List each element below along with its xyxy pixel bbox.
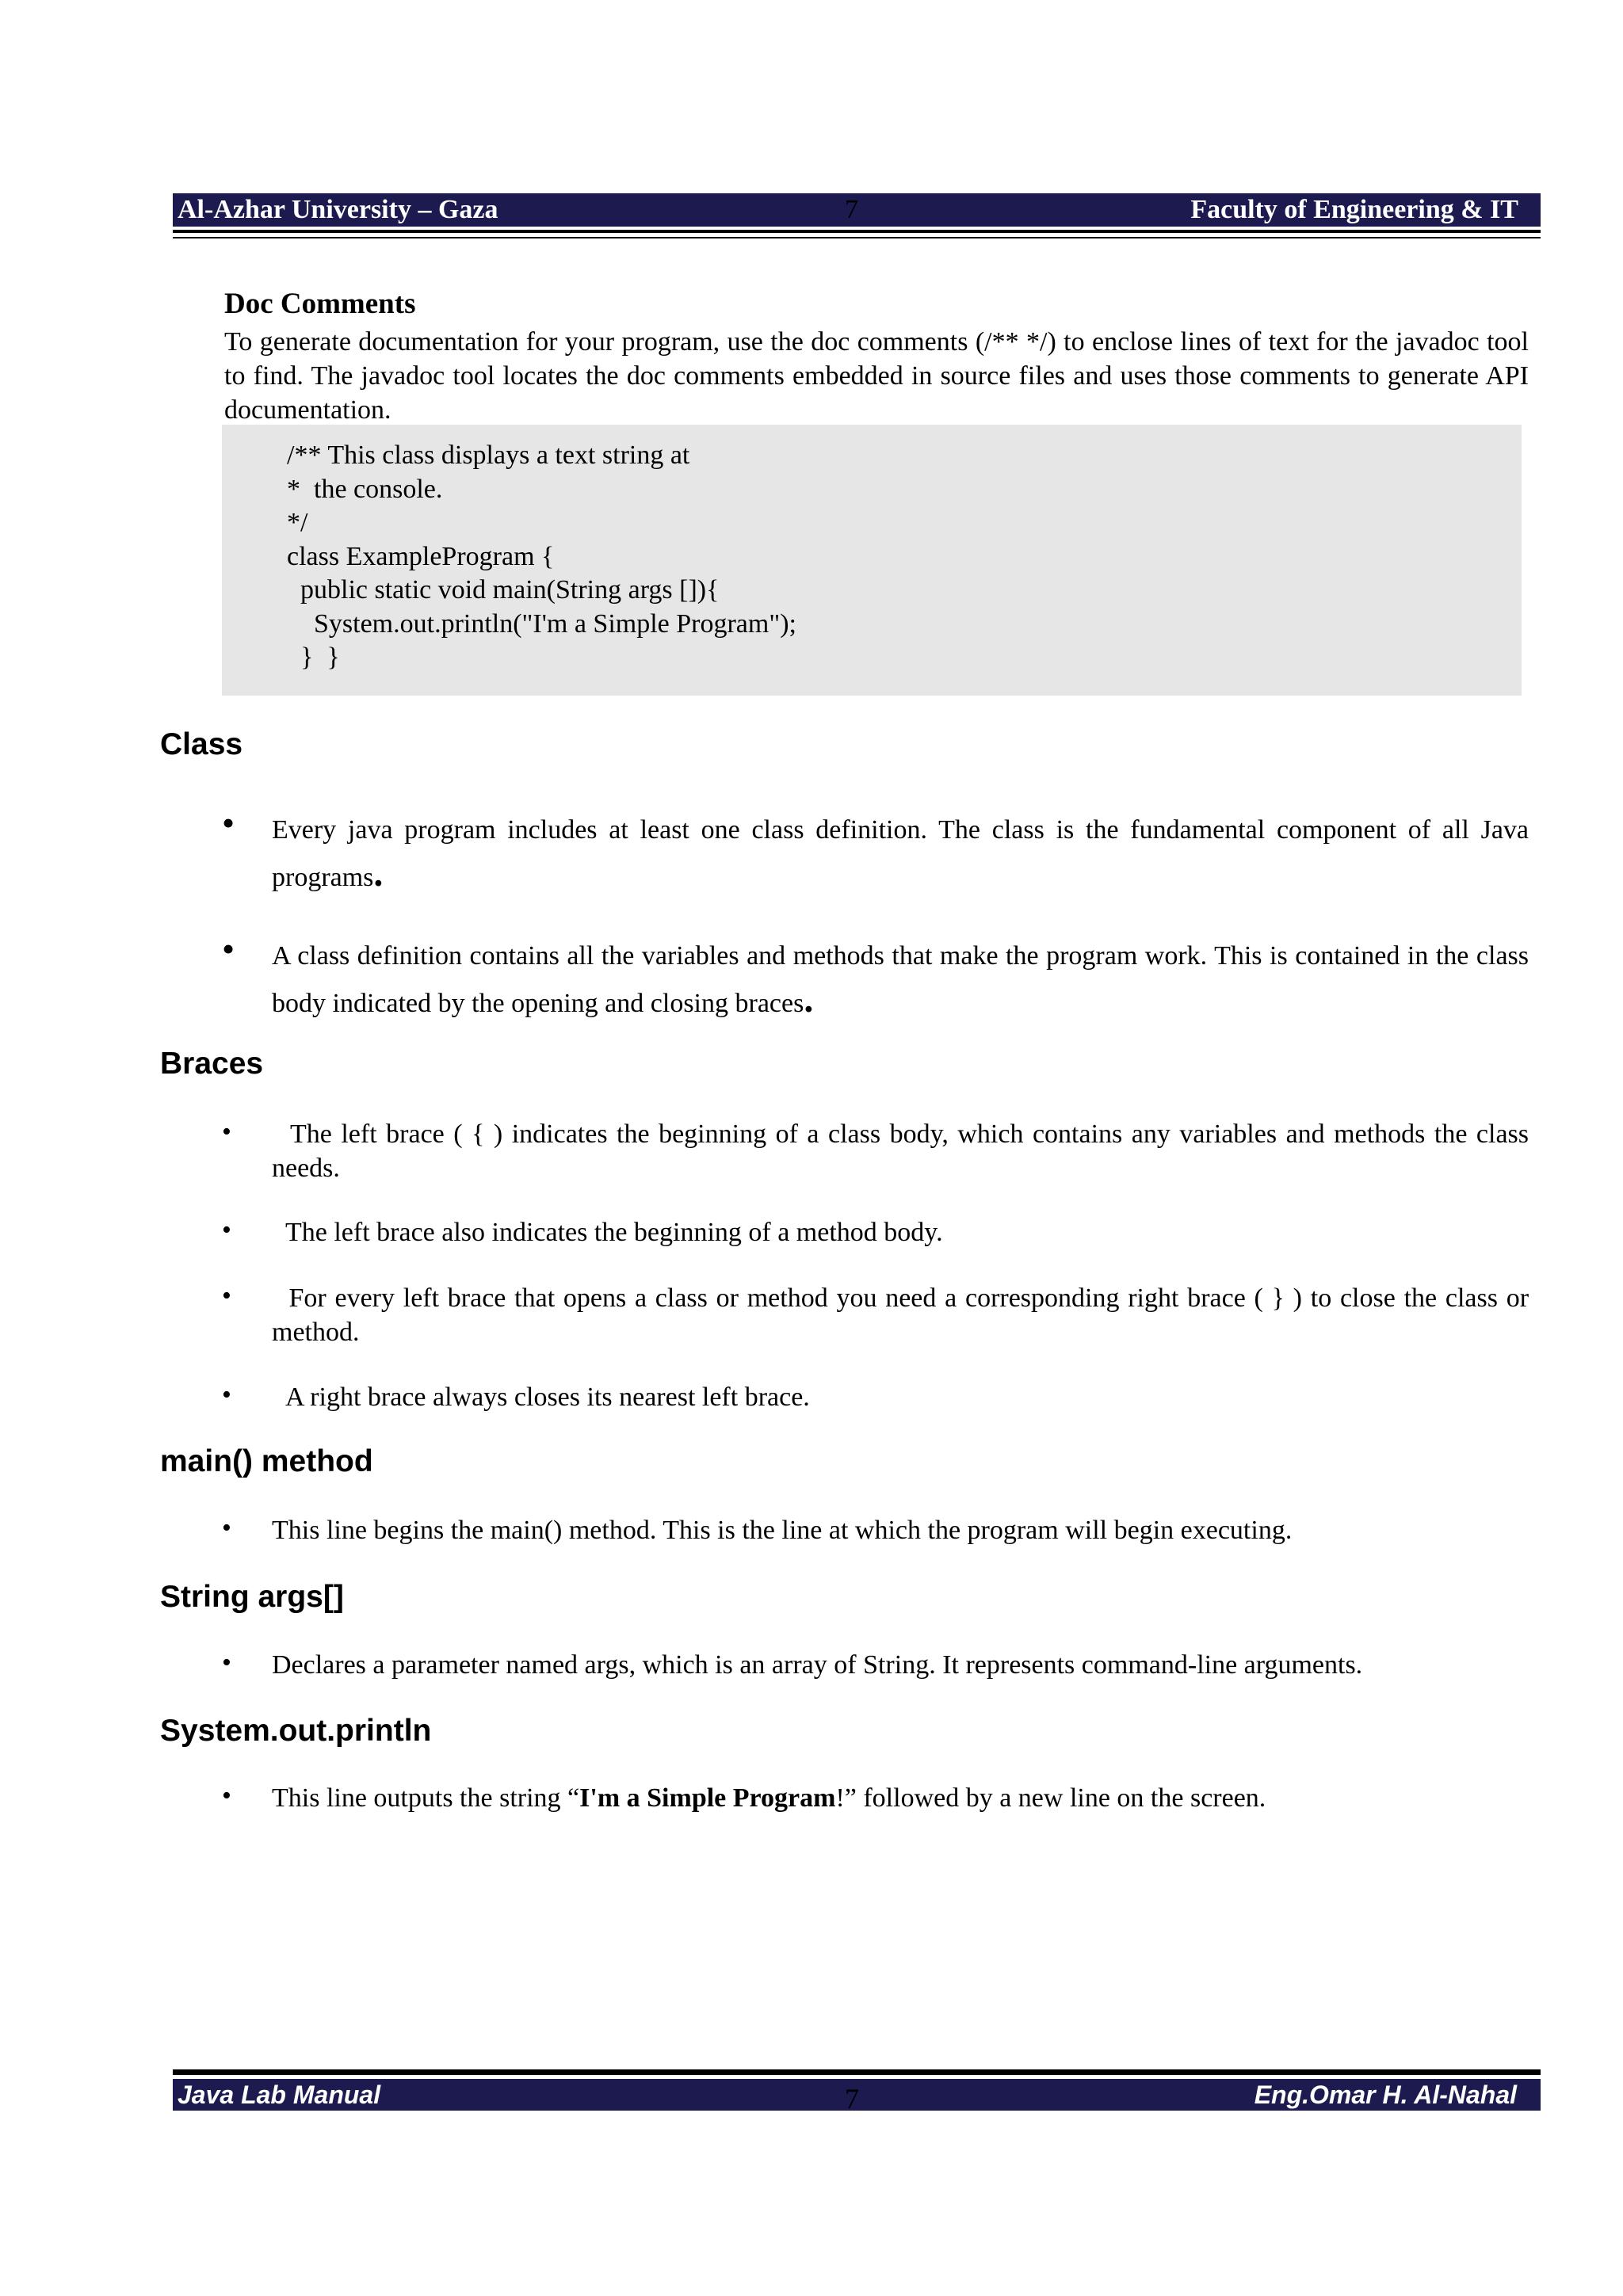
bullet-marker: • [222, 803, 235, 843]
braces-bullet-1: The left brace ( { ) indicates the beginning of a class body, which contains any variables and methods the class needs. [272, 1119, 1536, 1183]
doc-comments-paragraph: To generate documentation for your program, use the doc comments (/** */) to enclose lines of text for the javadoc tool to find. The javadoc tool locates the doc comments embedded in source files and uses those comments to generate API documentation. [224, 327, 1529, 425]
footer-author: Eng.Omar H. Al-Nahal [1254, 2081, 1517, 2109]
header-faculty: Faculty of Engineering & IT [1190, 195, 1518, 224]
page-footer [173, 2079, 1541, 2115]
println-heading: System.out.println [160, 1714, 432, 1748]
code-line: * the console. [287, 474, 443, 504]
code-line: } } [287, 643, 340, 672]
code-line: System.out.println("I'm a Simple Program"); [287, 608, 796, 639]
braces-heading: Braces [160, 1047, 264, 1081]
header-university: Al-Azhar University – Gaza [178, 195, 498, 224]
class-bullet-2-text: A class definition contains all the variables and methods that make the program work. This is contained in the class body indicated by the opening and closing braces [272, 941, 1529, 1018]
code-text [287, 439, 796, 675]
code-block [222, 425, 1522, 696]
bullet-marker: • [222, 1117, 231, 1146]
bullet-marker: • [222, 1513, 231, 1543]
string-args-heading: String args[] [160, 1580, 344, 1614]
header-rule-thin [173, 237, 1541, 238]
code-line: */ [287, 508, 308, 537]
braces-bullet-2: The left brace also indicates the beginning of a method body. [272, 1218, 943, 1247]
main-method-bullet: This line begins the main() method. This is the line at which the program will begin executing. [272, 1516, 1293, 1545]
code-line: class ExampleProgram { [287, 541, 555, 571]
bullet-marker: • [222, 1648, 231, 1677]
class-bullet-2 [272, 933, 1529, 1028]
bullet-marker: • [222, 1380, 231, 1409]
println-text-bold: I'm a Simple Program [579, 1783, 836, 1813]
class-bullet-1 [272, 807, 1529, 902]
braces-bullet-3: For every left brace that opens a class or method you need a corresponding right brace ( } ) to close the class or method. [272, 1283, 1536, 1347]
code-line: /** This class displays a text string at [287, 441, 690, 470]
bullet-marker: • [222, 929, 235, 969]
bullet-marker: • [222, 1781, 231, 1810]
footer-manual-title: Java Lab Manual [178, 2081, 381, 2109]
println-text-after: !” followed by a new line on the screen. [835, 1783, 1266, 1813]
footer-page-number: 7 [845, 2083, 859, 2115]
println-bullet [272, 1781, 1529, 1815]
braces-bullet-4: A right brace always closes its nearest left brace. [272, 1383, 810, 1412]
header-rule-thick [173, 230, 1541, 233]
main-method-heading: main() method [160, 1444, 373, 1478]
class-bullet-1-text: Every java program includes at least one class definition. The class is the fundamental component of all Java programs [272, 815, 1529, 892]
header-page-number: 7 [845, 195, 858, 224]
footer-rule [173, 2069, 1541, 2075]
println-text-before: This line outputs the string “ [272, 1783, 580, 1813]
string-args-bullet: Declares a parameter named args, which is an array of String. It represents command-line arguments. [272, 1650, 1363, 1680]
bullet-marker: • [222, 1281, 231, 1310]
code-line: public static void main(String args []){ [287, 575, 720, 605]
bullet-period: . [373, 852, 384, 894]
doc-comments-title: Doc Comments [224, 288, 416, 320]
bullet-period: . [804, 978, 814, 1020]
bullet-marker: • [222, 1215, 231, 1245]
page-header [173, 193, 1541, 227]
class-heading: Class [160, 727, 243, 761]
